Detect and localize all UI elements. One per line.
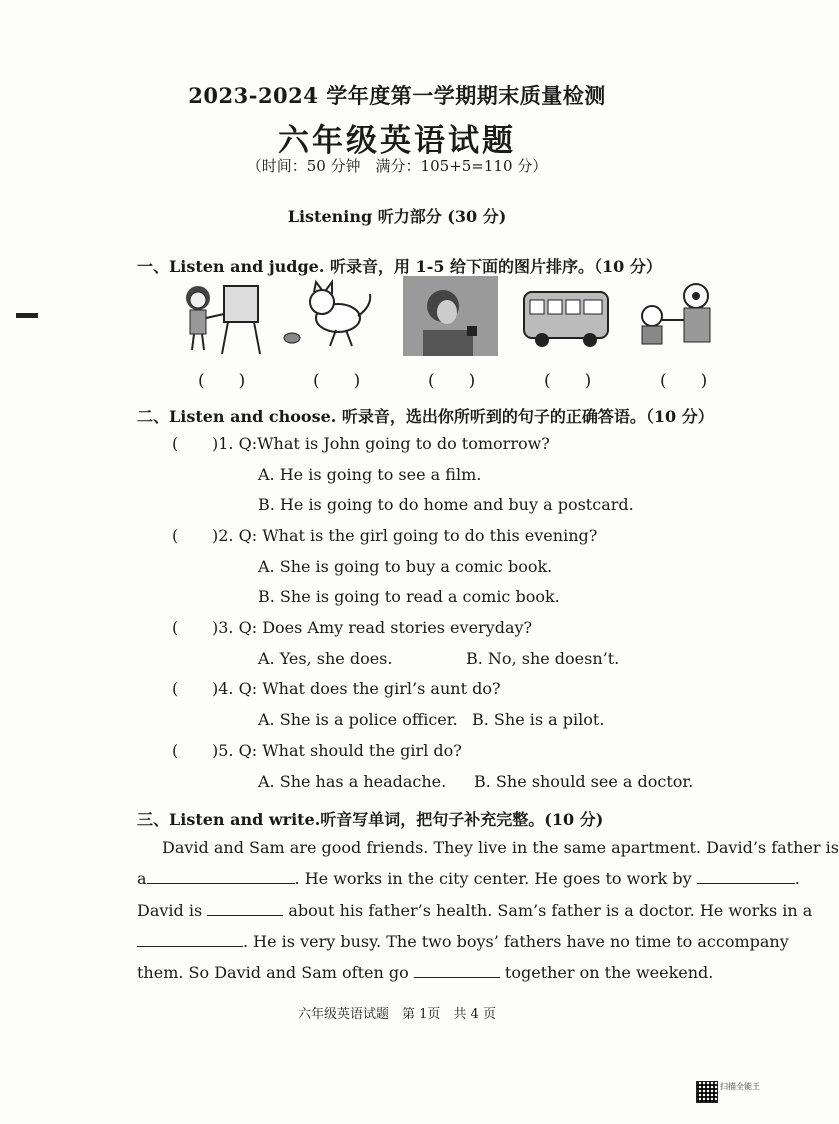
passage-line-1: David and Sam are good friends. They live in the same apartment. David’s father is <box>162 838 839 857</box>
passage-text: David is <box>137 901 203 920</box>
section2-heading: 二、Listen and choose. 听录音，选出你所听到的句子的正确答语。（10 分） <box>137 407 714 426</box>
answer-paren-1[interactable]: ( ) <box>198 371 246 391</box>
question-text: )2. Q: What is the girl going to do this evening? <box>212 526 598 545</box>
doctor-and-child-icon <box>630 276 722 356</box>
question-text: )3. Q: Does Amy read stories everyday? <box>212 618 533 637</box>
question-text: )1. Q:What is John going to do tomorrow? <box>212 434 550 453</box>
bus-icon <box>520 276 612 356</box>
section1-heading: 一、Listen and judge. 听录音，用 1-5 给下面的图片排序。（10 分） <box>137 257 662 276</box>
question-paren[interactable]: ( <box>172 679 179 698</box>
option-a: A. She is going to buy a comic book. <box>258 557 553 576</box>
exam-title-line2: 六年级英语试题 <box>278 123 516 159</box>
option-a: A. He is going to see a film. <box>258 465 482 484</box>
question-paren[interactable]: ( <box>172 741 179 760</box>
question-paren[interactable]: ( <box>172 618 179 637</box>
listening-part-heading: Listening 听力部分 (30 分) <box>287 207 507 226</box>
exam-title-line1: 2023-2024 学年度第一学期期末质量检测 <box>188 83 606 108</box>
passage-line-2 <box>137 869 800 888</box>
fill-blank-5[interactable] <box>414 963 500 978</box>
section3-heading: 三、Listen and write.听音写单词，把句子补充完整。(10 分) <box>137 810 604 829</box>
fill-blank-3[interactable] <box>207 901 283 916</box>
fill-blank-2[interactable] <box>697 869 795 884</box>
exam-time-score: （时间：50 分钟 满分：105+5=110 分） <box>246 157 548 175</box>
cat-and-mouse-icon <box>276 276 376 356</box>
passage-text: a <box>137 869 147 888</box>
passage-line-3 <box>137 901 812 920</box>
page-footer: 六年级英语试题 第 1页 共 4 页 <box>298 1007 496 1022</box>
passage-text: them. So David and Sam often go <box>137 963 409 982</box>
answer-paren-4[interactable]: ( ) <box>544 371 592 391</box>
answer-paren-2[interactable]: ( ) <box>313 371 361 391</box>
passage-text: . He is very busy. The two boys’ fathers have no time to accompany <box>243 932 789 951</box>
answer-paren-3[interactable]: ( ) <box>428 371 476 391</box>
question-paren[interactable]: ( <box>172 526 179 545</box>
option-b: B. She should see a doctor. <box>474 772 694 791</box>
answer-paren-5[interactable]: ( ) <box>660 371 708 391</box>
fill-blank-4[interactable] <box>137 932 243 947</box>
passage-text: . He works in the city center. He goes to work by <box>294 869 692 888</box>
person-photo-icon <box>403 276 498 356</box>
passage-text: . <box>794 869 800 888</box>
question-paren[interactable]: ( <box>172 434 179 453</box>
option-b: B. She is going to read a comic book. <box>258 587 560 606</box>
question-text: )5. Q: What should the girl do? <box>212 741 462 760</box>
passage-line-5 <box>137 963 713 982</box>
girl-painting-icon <box>176 276 266 356</box>
option-b: B. She is a pilot. <box>472 710 605 729</box>
option-b: B. He is going to do home and buy a postcard. <box>258 495 634 514</box>
scan-app-badge: 扫描全能王 <box>720 1082 760 1091</box>
option-a: A. Yes, she does. <box>258 649 393 668</box>
option-a: A. She is a police officer. <box>258 710 458 729</box>
passage-line-4 <box>137 932 789 951</box>
margin-mark <box>16 313 38 318</box>
passage-text: about his father’s health. Sam’s father is a doctor. He works in a <box>288 901 813 920</box>
question-text: )4. Q: What does the girl’s aunt do? <box>212 679 501 698</box>
fill-blank-1[interactable] <box>147 869 295 884</box>
qr-code-icon <box>696 1081 718 1103</box>
option-b: B. No, she doesn’t. <box>466 649 620 668</box>
passage-text: together on the weekend. <box>504 963 714 982</box>
option-a: A. She has a headache. <box>258 772 447 791</box>
